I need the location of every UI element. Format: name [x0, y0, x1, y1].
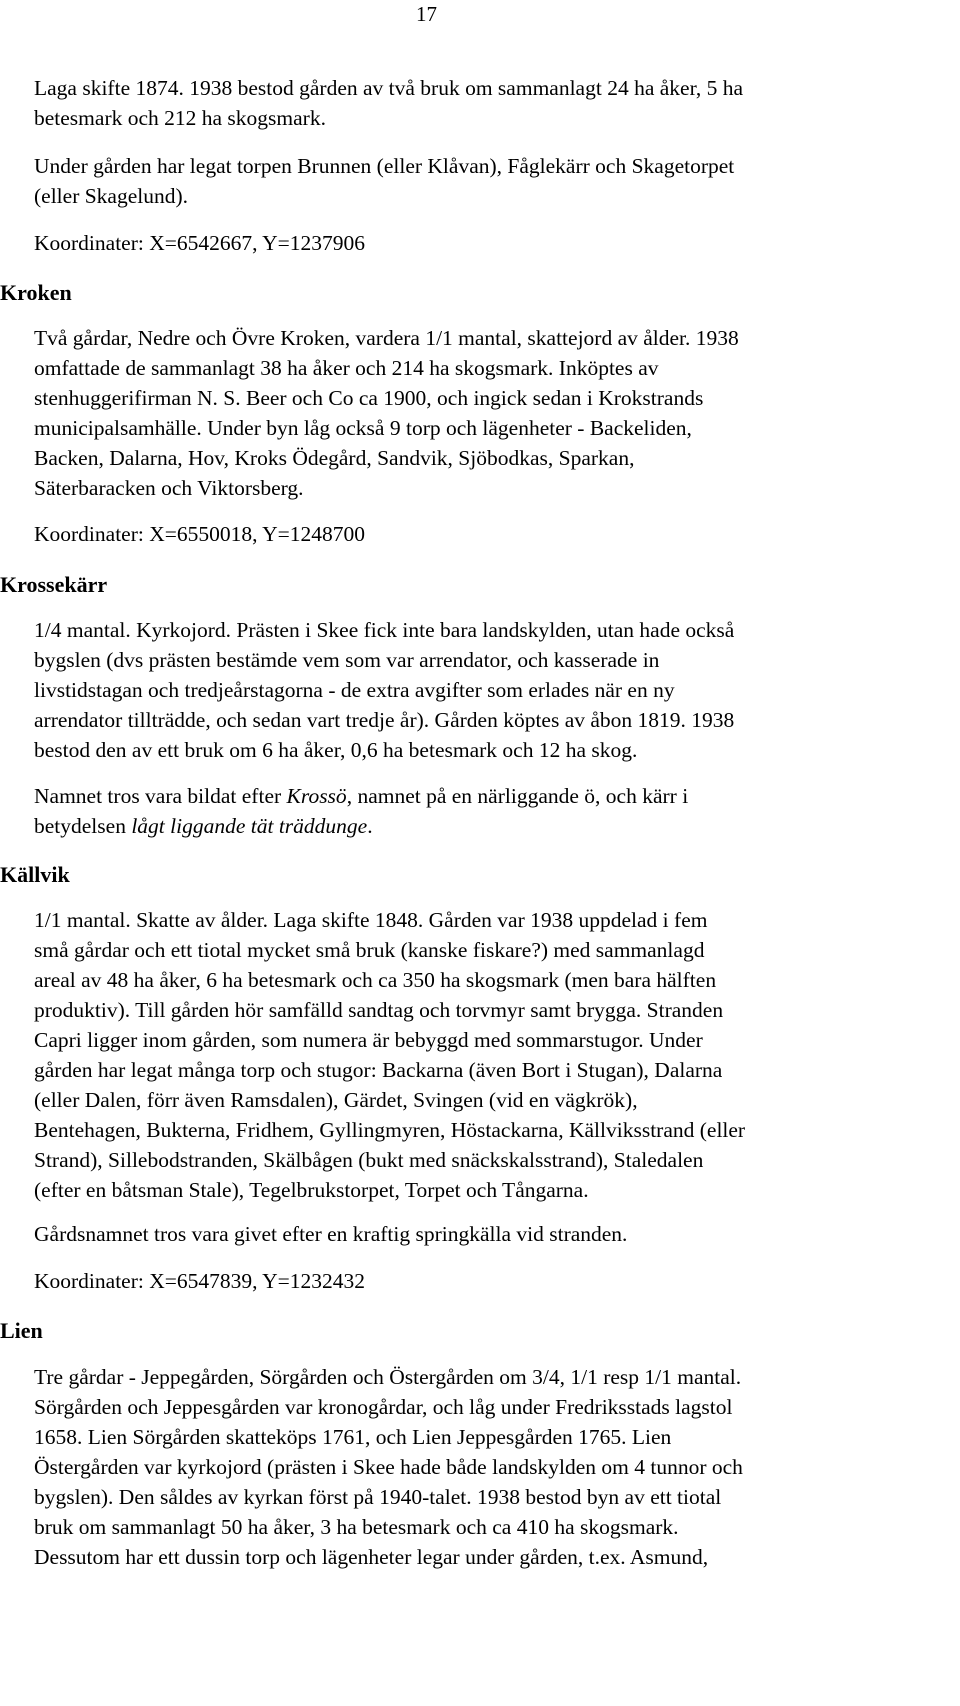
text-line: gården har legat många torp och stugor: Backarna (även Bort i Stugan), Dalarna: [34, 1058, 723, 1082]
text-line: Bentehagen, Bukterna, Fridhem, Gyllingmyren, Höstackarna, Källviksstrand (eller: [34, 1118, 746, 1142]
text-line: Namnet tros vara bildat efter Krossö, namnet på en närliggande ö, och kärr i: [34, 784, 689, 808]
text-line: betydelsen lågt liggande tät träddunge.: [34, 814, 373, 838]
text-line: bestod den av ett bruk om 6 ha åker, 0,6 ha betesmark och 12 ha skog.: [34, 738, 638, 762]
paragraph-lien: [34, 1362, 954, 1572]
coordinates-3: [34, 1266, 954, 1296]
text-line: Under gården har legat torpen Brunnen (eller Klåvan), Fåglekärr och Skagetorpet: [34, 154, 735, 178]
text-line: livstidstagan och tredjeårstagorna - de extra avgifter som erlades när en ny: [34, 678, 675, 702]
coordinates-1: [34, 228, 954, 258]
text-line: Tre gårdar - Jeppegården, Sörgården och Östergården om 3/4, 1/1 resp 1/1 mantal.: [34, 1365, 742, 1389]
paragraph-kallvik-name: [34, 1219, 954, 1249]
text-line: areal av 48 ha åker, 6 ha betesmark och ca 350 ha skogsmark (men bara hälften: [34, 968, 717, 992]
text-line: Capri ligger inom gården, som numera är bebyggd med sommarstugor. Under: [34, 1028, 703, 1052]
text-line: bygslen). Den såldes av kyrkan först på 1940-talet. 1938 bestod byn av ett tiotal: [34, 1485, 722, 1509]
paragraph-kallvik: [34, 905, 954, 1205]
text-line: Två gårdar, Nedre och Övre Kroken, vardera 1/1 mantal, skattejord av ålder. 1938: [34, 326, 739, 350]
text-line: Dessutom har ett dussin torp och lägenheter legar under gården, t.ex. Asmund,: [34, 1545, 709, 1569]
paragraph-krossekarr: [34, 615, 954, 765]
paragraph-torpen: [34, 151, 954, 211]
text-line: Koordinater: X=6550018, Y=1248700: [34, 522, 365, 546]
text-line: 1/4 mantal. Kyrkojord. Prästen i Skee fick inte bara landskylden, utan hade också: [34, 618, 735, 642]
text-line: 1/1 mantal. Skatte av ålder. Laga skifte 1848. Gården var 1938 uppdelad i fem: [34, 908, 708, 932]
heading-krossekarr: Krossekärr: [0, 572, 108, 597]
text-line: arrendator tillträdde, och sedan vart tredje år). Gården köptes av åbon 1819. 1938: [34, 708, 735, 732]
text-line: Laga skifte 1874. 1938 bestod gården av två bruk om sammanlagt 24 ha åker, 5 ha: [34, 76, 744, 100]
text-line: Sörgården och Jeppesgården var kronogårdar, och låg under Fredriksstads lagstol: [34, 1395, 733, 1419]
text-line: Koordinater: X=6542667, Y=1237906: [34, 231, 365, 255]
text-line: municipalsamhälle. Under byn låg också 9 torp och lägenheter - Backeliden,: [34, 416, 692, 440]
heading-kroken: Kroken: [0, 280, 72, 305]
text-line: omfattade de sammanlagt 38 ha åker och 214 ha skogsmark. Inköptes av: [34, 356, 659, 380]
paragraph-kroken: [34, 323, 954, 503]
text-line: (eller Dalen, förr även Ramsdalen), Gärdet, Svingen (vid en vägkrök),: [34, 1088, 638, 1112]
text-line: bruk om sammanlagt 50 ha åker, 3 ha betesmark och ca 410 ha skogsmark.: [34, 1515, 679, 1539]
text-line: betesmark och 212 ha skogsmark.: [34, 106, 326, 130]
paragraph-krosso-name: [34, 781, 954, 841]
text-line: Östergården var kyrkojord (prästen i Skee hade både landskylden om 4 tunnor och: [34, 1455, 743, 1479]
coordinates-2: [34, 519, 954, 549]
text-line: 1658. Lien Sörgården skatteköps 1761, och Lien Jeppesgården 1765. Lien: [34, 1425, 672, 1449]
text-line: Gårdsnamnet tros vara givet efter en kraftig springkälla vid stranden.: [34, 1222, 628, 1246]
text-line: Koordinater: X=6547839, Y=1232432: [34, 1269, 365, 1293]
page-number: 17: [416, 2, 437, 26]
heading-lien: Lien: [0, 1318, 43, 1343]
text-line: små gårdar och ett tiotal mycket små bruk (kanske fiskare?) med sammanlagd: [34, 938, 705, 962]
text-line: (efter en båtsman Stale), Tegelbrukstorpet, Torpet och Tångarna.: [34, 1178, 589, 1202]
text-line: bygslen (dvs prästen bestämde vem som var arrendator, och kasserade in: [34, 648, 660, 672]
text-line: Backen, Dalarna, Hov, Kroks Ödegård, Sandvik, Sjöbodkas, Sparkan,: [34, 446, 635, 470]
text-line: Säterbaracken och Viktorsberg.: [34, 476, 304, 500]
text-line: Strand), Sillebodstranden, Skälbågen (bukt med snäckskalsstrand), Staledalen: [34, 1148, 704, 1172]
heading-kallvik: Källvik: [0, 862, 70, 887]
text-line: stenhuggerifirman N. S. Beer och Co ca 1900, och ingick sedan i Krokstrands: [34, 386, 704, 410]
text-line: produktiv). Till gården hör samfälld sandtag och torvmyr samt brygga. Stranden: [34, 998, 724, 1022]
text-line: (eller Skagelund).: [34, 184, 189, 208]
paragraph-laga-skifte: [34, 73, 954, 133]
